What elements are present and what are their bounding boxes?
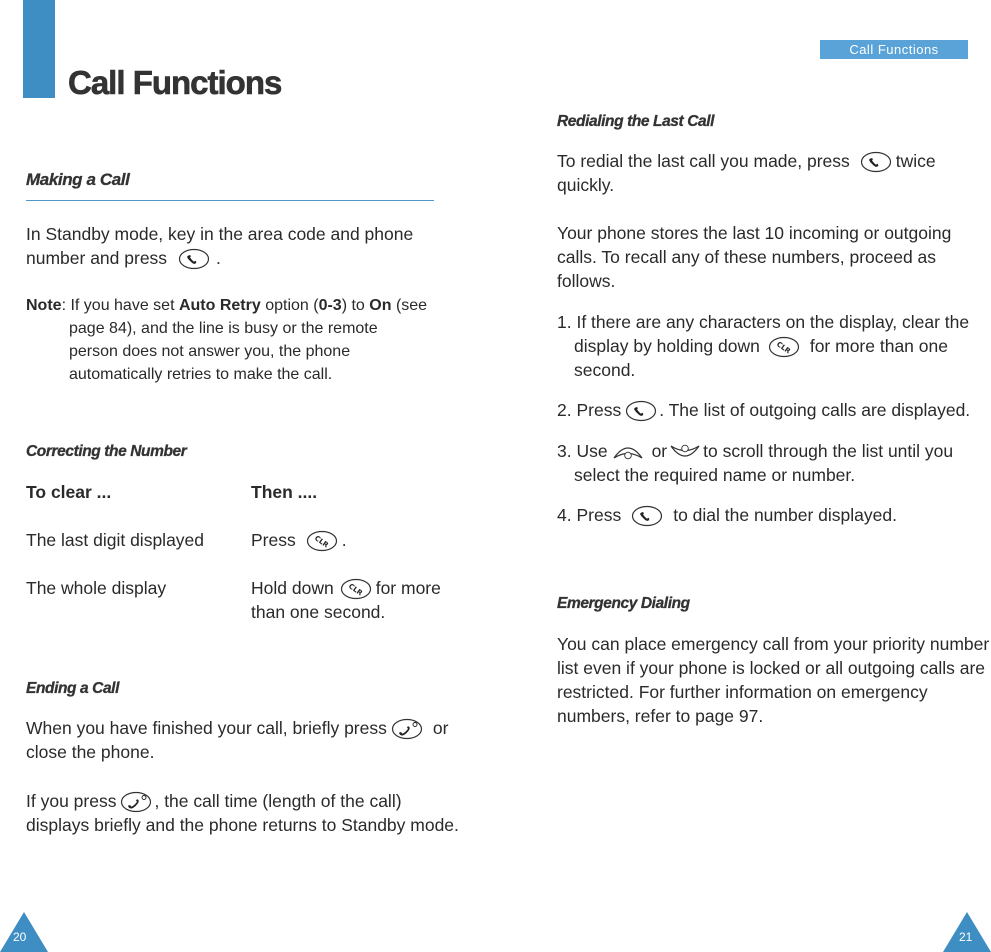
ending-call-paragraph-2: If you press , the call time (length of the call) displays briefly and the phone returns to Standby mode. [26,791,459,836]
section-tag: Call Functions [820,40,968,59]
row-last-digit-action: Press . [251,528,347,552]
clr-key-icon [340,578,372,600]
redial-paragraph-2: Your phone stores the last 10 incoming or outgoing calls. To recall any of these numbers, proceed as follows. [557,223,952,291]
row-last-digit: The last digit displayed [26,530,205,550]
making-call-heading: Making a Call [26,170,130,189]
redial-step-2: 2. Press . The list of outgoing calls are displayed. [557,398,970,422]
emergency-paragraph: You can place emergency call from your priority number list even if your phone is locked or all outgoing calls are restricted. For further information on emergency numbers, refer to page 97. [557,634,990,726]
chapter-color-bar [23,0,55,98]
redial-step-4: 4. Press to dial the number displayed. [557,503,897,527]
correcting-number-heading: Correcting the Number [26,443,187,460]
redial-step-1: 1. If there are any characters on the display, clear the display by holding down for more than one second. [557,312,970,381]
clr-key-icon [768,336,800,358]
end-key-icon [120,791,152,813]
page-title: Call Functions [68,64,282,101]
making-call-paragraph: In Standby mode, key in the area code and phone number and press . [26,222,413,270]
page-number-left: 20 [13,930,27,944]
send-key-icon [860,151,892,173]
col-header-to-clear: To clear ... [26,482,112,502]
up-scroll-key-icon [612,441,644,463]
down-scroll-key-icon [669,441,701,463]
clr-key-icon [306,530,338,552]
page-number-right: 21 [959,930,973,944]
col-header-then: Then .... [251,482,318,502]
send-key-icon [631,505,663,527]
ending-call-heading: Ending a Call [26,680,119,697]
heading-divider [26,200,434,201]
end-key-icon [391,718,423,740]
redial-paragraph-1: To redial the last call you made, press twice quickly. [557,151,936,196]
redial-step-3: 3. Use or to scroll through the list until you select the required name or number. [557,441,954,486]
ending-call-paragraph-1: When you have finished your call, briefly press or close the phone. [26,718,449,763]
send-key-icon [625,400,657,422]
send-key-icon [178,248,210,270]
row-whole-display-action: Hold down for more than one second. [251,578,441,623]
row-whole-display: The whole display [26,578,167,598]
emergency-dialing-heading: Emergency Dialing [557,595,690,612]
auto-retry-note: Note: If you have set Auto Retry option (0-3) to On (see page 84), and the line is busy or the remote person does not answer you, the phone automatically retries to make the call. [26,297,428,383]
redialing-heading: Redialing the Last Call [557,113,715,130]
